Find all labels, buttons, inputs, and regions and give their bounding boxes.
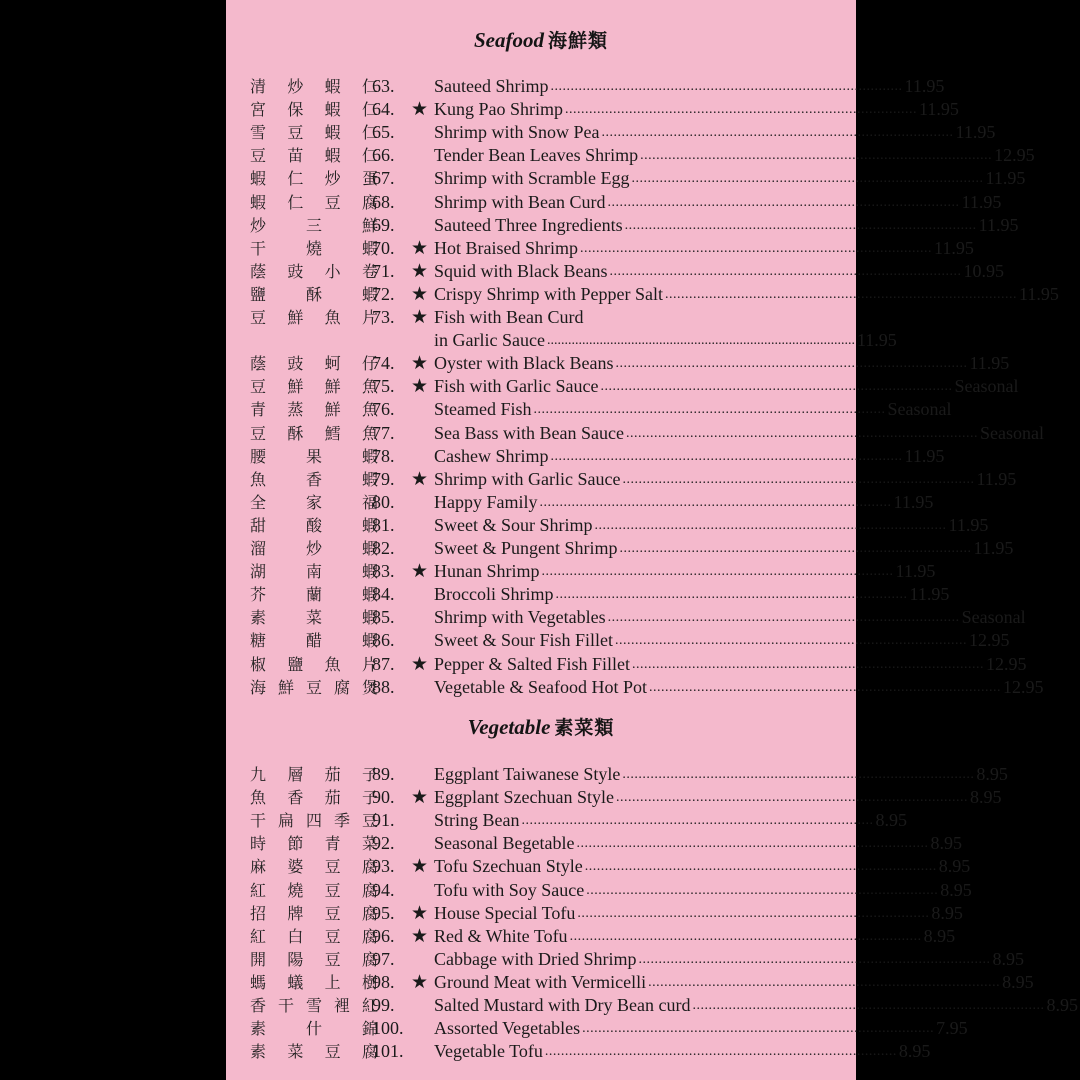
dot-leader: ........................................................................................ <box>648 974 1001 990</box>
star-icon: ★ <box>411 99 429 121</box>
menu-item <box>226 75 945 98</box>
item-name: Cashew Shrimp <box>434 445 549 466</box>
item-number: 89. <box>372 764 395 784</box>
item-price: 11.95 <box>978 214 1019 235</box>
dot-leader: ........................................................................................ <box>625 425 978 441</box>
item-price: 11.95 <box>934 237 974 258</box>
item-chinese-name: 蔭豉蚵仔 <box>250 354 378 374</box>
item-price: 11.95 <box>919 99 959 120</box>
item-price: 8.95 <box>930 833 962 854</box>
dot-leader: ........................................................................................ <box>607 194 960 210</box>
item-name-line <box>434 422 1044 445</box>
section-title-zh: 海鮮類 <box>547 30 608 52</box>
item-number: 79. <box>372 468 395 489</box>
item-price: 11.95 <box>973 538 1014 558</box>
item-name-line <box>434 1017 968 1040</box>
item-name: Crispy Shrimp with Pepper Salt <box>434 283 663 304</box>
menu-item <box>226 971 1034 994</box>
item-name: Oyster with Black Beans <box>434 353 614 374</box>
item-name: Shrimp with Bean Curd <box>434 191 606 212</box>
item-number: 82. <box>372 538 395 558</box>
item-name: Ground Meat with Vermicelli <box>434 971 647 992</box>
star-icon: ★ <box>411 971 429 993</box>
menu-item <box>226 537 1014 560</box>
item-chinese-name: 蔭豉小卷 <box>250 261 378 281</box>
item-name-line <box>434 375 1019 398</box>
star-icon: ★ <box>411 561 429 583</box>
dot-leader: ........................................................................................ <box>615 633 968 649</box>
item-name-line <box>434 237 974 260</box>
item-price: 11.95 <box>856 330 897 350</box>
item-number: 66. <box>372 145 395 166</box>
item-name-line <box>434 994 1078 1017</box>
item-chinese-name: 紅白豆腐 <box>250 926 378 946</box>
star-icon: ★ <box>411 902 429 924</box>
dot-leader: ........................................................................................ <box>609 263 962 279</box>
item-name-cont: in Garlic Sauce <box>434 330 545 350</box>
item-name: Sea Bass with Bean Sauce <box>434 422 624 443</box>
item-name-line <box>434 971 1034 994</box>
item-chinese-name: 蝦仁炒蛋 <box>250 169 378 189</box>
dot-leader: ........................................................................................ <box>692 998 1045 1013</box>
item-chinese-name: 時節青菜 <box>250 834 378 854</box>
item-name-line <box>434 629 1010 652</box>
menu-page <box>226 0 1078 1080</box>
item-name-line <box>434 121 996 144</box>
item-price: 8.95 <box>940 879 972 900</box>
item-number: 97. <box>372 948 395 969</box>
star-icon: ★ <box>411 925 429 947</box>
menu-item <box>226 491 934 514</box>
item-price: 8.95 <box>875 810 907 831</box>
item-name-line <box>434 98 959 121</box>
star-icon: ★ <box>411 653 429 675</box>
item-name-line <box>434 1040 931 1063</box>
item-name-line <box>434 445 945 468</box>
item-number: 83. <box>372 561 395 582</box>
item-name: Tofu Szechuan Style <box>434 856 583 877</box>
dot-leader: ........................................................................................ <box>569 928 922 944</box>
item-number: 98. <box>372 971 395 992</box>
item-number: 80. <box>372 491 395 512</box>
item-chinese-name: 香干雪裡紅 <box>250 996 378 1015</box>
item-price: 8.95 <box>992 948 1024 969</box>
item-number: 78. <box>372 445 395 466</box>
item-chinese-name: 干扁四季豆 <box>250 811 378 831</box>
star-icon: ★ <box>411 376 429 398</box>
menu-item <box>226 786 1002 809</box>
item-name: Sauteed Three Ingredients <box>434 214 623 235</box>
item-chinese-name: 清炒蝦仁 <box>250 77 378 96</box>
menu-item <box>226 306 897 350</box>
menu-item <box>226 676 1044 699</box>
dot-leader: ........................................................................................ <box>576 836 929 852</box>
star-icon: ★ <box>411 237 429 259</box>
item-number: 71. <box>372 260 395 281</box>
item-price: 8.95 <box>1046 995 1078 1015</box>
item-name-line <box>434 653 1027 676</box>
item-price: 8.95 <box>923 925 956 946</box>
item-price: 8.95 <box>1002 971 1034 992</box>
item-chinese-name: 芥蘭蝦 <box>250 585 378 605</box>
item-price: 11.95 <box>961 191 1002 212</box>
item-number: 72. <box>372 283 395 304</box>
menu-item <box>226 560 936 583</box>
item-name: Broccoli Shrimp <box>434 584 554 605</box>
star-icon: ★ <box>411 260 429 282</box>
menu-item <box>226 468 1017 491</box>
dot-leader: ........................................................................................ <box>586 882 939 898</box>
star-icon: ★ <box>411 283 429 305</box>
menu-item <box>226 283 1059 306</box>
item-number: 92. <box>372 833 395 854</box>
menu-item <box>226 214 1019 237</box>
item-price: 12.95 <box>1002 676 1044 697</box>
item-chinese-name: 雪豆蝦仁 <box>250 123 378 143</box>
item-chinese-name: 素菜蝦 <box>250 608 378 628</box>
item-name: Hot Braised Shrimp <box>434 237 578 258</box>
item-chinese-name: 素什錦 <box>250 1019 378 1039</box>
item-price: 11.95 <box>976 468 1017 489</box>
dot-leader: ........................................................................................ <box>550 79 903 94</box>
menu-item <box>226 1017 968 1040</box>
item-chinese-name: 溜炒蝦 <box>250 539 378 558</box>
item-chinese-name: 豆鮮鮮魚 <box>250 377 378 397</box>
star-icon: ★ <box>411 468 429 490</box>
item-name: Fish with Bean Curd <box>434 307 584 327</box>
item-name: Eggplant Taiwanese Style <box>434 764 621 784</box>
dot-leader: ........................................................................................ <box>541 564 894 580</box>
item-name-line <box>434 832 962 855</box>
item-name: Sauteed Shrimp <box>434 76 549 96</box>
item-name-line <box>434 167 1026 190</box>
menu-item <box>226 375 1019 398</box>
item-name: Happy Family <box>434 491 538 512</box>
item-number: 100. <box>372 1018 404 1039</box>
dot-leader: ........................................................................................ <box>607 610 960 626</box>
item-number: 99. <box>372 995 395 1015</box>
item-price: 8.95 <box>969 787 1002 808</box>
item-name-line <box>434 583 950 606</box>
item-name-line <box>434 260 1004 283</box>
dot-leader: ........................................................................................ <box>594 517 947 533</box>
menu-item <box>226 514 989 537</box>
item-name-line <box>434 676 1044 699</box>
item-price: 7.95 <box>936 1018 968 1039</box>
dot-leader: ........................................................................................ <box>640 148 993 164</box>
menu-item <box>226 144 1035 167</box>
item-name: Tofu with Soy Sauce <box>434 879 585 900</box>
item-number: 68. <box>372 191 395 212</box>
item-name-line <box>434 560 936 583</box>
menu-item <box>226 398 952 421</box>
dot-leader: ........................................................................................ <box>665 286 1017 302</box>
item-name: Fish with Garlic Sauce <box>434 376 599 397</box>
item-chinese-name: 九層茄子 <box>250 765 378 784</box>
item-number: 88. <box>372 676 395 697</box>
menu-item <box>226 167 1026 190</box>
item-number: 63. <box>372 76 395 96</box>
menu-item <box>226 948 1024 971</box>
item-name-line <box>434 491 934 514</box>
item-number: 75. <box>372 376 395 397</box>
star-icon: ★ <box>411 787 429 809</box>
item-name-line <box>434 214 1019 237</box>
item-price: 11.95 <box>904 445 945 466</box>
item-number: 90. <box>372 787 395 808</box>
item-chinese-name: 湖南蝦 <box>250 562 378 582</box>
dot-leader: ........................................................................................ <box>533 402 886 418</box>
item-price: 11.95 <box>904 76 945 96</box>
item-name: Steamed Fish <box>434 399 532 420</box>
item-name: Sweet & Sour Fish Fillet <box>434 630 614 651</box>
item-name-line <box>434 948 1024 971</box>
dot-leader: ........................................................................................ <box>539 494 892 510</box>
item-chinese-name: 豆鮮魚片 <box>250 308 378 327</box>
dot-leader: ........................................................................................ <box>632 656 984 672</box>
item-name-line <box>434 855 971 878</box>
item-chinese-name: 鹽酥蝦 <box>250 284 378 304</box>
menu-item <box>226 809 907 832</box>
menu-item <box>226 352 1010 375</box>
section-title-seafood <box>226 26 856 53</box>
item-name: Shrimp with Scramble Egg <box>434 168 630 189</box>
item-price: 8.95 <box>976 764 1008 784</box>
item-price: 11.95 <box>909 584 950 605</box>
item-name: Pepper & Salted Fish Fillet <box>434 653 630 674</box>
menu-item <box>226 629 1010 652</box>
item-chinese-name: 腰果蝦 <box>250 446 378 466</box>
menu-item <box>226 422 1044 445</box>
dot-leader: ........................................................................................ <box>622 471 975 487</box>
menu-item <box>226 237 974 260</box>
item-number: 67. <box>372 168 395 189</box>
item-name-line <box>434 352 1010 375</box>
item-number: 87. <box>372 653 395 674</box>
item-price: 11.95 <box>1019 283 1059 304</box>
item-price: 11.95 <box>948 514 989 535</box>
item-name-line <box>434 329 897 352</box>
item-number: 96. <box>372 925 395 946</box>
dot-leader: ........................................................................................ <box>631 171 984 187</box>
item-price: 11.95 <box>969 353 1010 374</box>
item-chinese-name: 海鮮豆腐煲 <box>250 677 378 697</box>
item-price: 12.95 <box>969 630 1010 651</box>
dot-leader: ........................................................................................ <box>624 217 977 233</box>
item-name: Vegetable Tofu <box>434 1041 543 1062</box>
item-chinese-name: 干燒蝦 <box>250 238 378 258</box>
item-name: Kung Pao Shrimp <box>434 99 564 120</box>
item-name-line <box>434 398 952 421</box>
item-chinese-name: 宮保蝦仁 <box>250 100 378 120</box>
dot-leader: ........................................................................................ <box>648 679 1001 695</box>
item-chinese-name: 糖醋蝦 <box>250 631 378 651</box>
item-number: 95. <box>372 902 395 923</box>
menu-item <box>226 763 1008 786</box>
dot-leader: ........................................................................................ <box>555 587 908 603</box>
item-name: Salted Mustard with Dry Bean curd <box>434 995 691 1015</box>
dot-leader: ........................................................................................ <box>622 767 975 782</box>
dot-leader: ........................................................................................ <box>565 102 918 118</box>
item-price: 8.95 <box>898 1041 931 1062</box>
dot-leader: ........................................................................................ <box>550 448 903 464</box>
menu-item <box>226 653 1027 676</box>
item-chinese-name: 青蒸鮮魚 <box>250 400 378 420</box>
dot-leader: ........................................................................................ <box>600 379 953 395</box>
menu-item <box>226 855 971 878</box>
dot-leader: ........................................................................................ <box>521 813 874 829</box>
item-number: 86. <box>372 630 395 651</box>
item-chinese-name: 椒鹽魚片 <box>250 654 378 674</box>
dot-leader: ........................................................................................ <box>577 905 930 921</box>
menu-item <box>226 445 945 468</box>
item-chinese-name: 開陽豆腐 <box>250 949 378 969</box>
item-price: Seasonal <box>979 422 1044 443</box>
item-name-line <box>434 191 1002 214</box>
item-chinese-name: 麻婆豆腐 <box>250 857 378 877</box>
section-title-vegetable <box>226 713 856 740</box>
menu-item <box>226 260 1004 283</box>
menu-item <box>226 1040 931 1063</box>
item-name-line <box>434 925 956 948</box>
item-chinese-name: 甜酸蝦 <box>250 515 378 535</box>
item-chinese-name: 炒三鮮 <box>250 215 378 235</box>
star-icon: ★ <box>411 353 429 375</box>
menu-item <box>226 606 1026 629</box>
star-icon: ★ <box>411 856 429 878</box>
menu-item <box>226 121 996 144</box>
menu-item <box>226 98 959 121</box>
dot-leader: ........................................................................................ <box>580 240 932 256</box>
item-name-line <box>434 514 989 537</box>
item-price: Seasonal <box>961 607 1026 628</box>
item-number: 85. <box>372 607 395 628</box>
item-number: 94. <box>372 879 395 900</box>
dot-leader: ........................................................................................ <box>584 859 937 875</box>
item-price: 11.95 <box>893 491 934 512</box>
item-name-line <box>434 306 812 329</box>
dot-leader: ........................................................................................ <box>546 333 855 348</box>
item-name-line <box>434 75 945 98</box>
item-name-line <box>434 144 1035 167</box>
dot-leader: ........................................................................................ <box>582 1021 935 1037</box>
dot-leader: ........................................................................................ <box>544 1044 897 1060</box>
item-price: 12.95 <box>986 653 1027 674</box>
item-number: 70. <box>372 237 395 258</box>
item-number: 84. <box>372 584 395 605</box>
item-price: Seasonal <box>954 376 1019 397</box>
item-name-line <box>434 468 1017 491</box>
item-price: 8.95 <box>931 902 963 923</box>
item-name-line <box>434 809 907 832</box>
item-price: 11.95 <box>955 122 996 143</box>
item-number: 74. <box>372 353 395 374</box>
item-number: 101. <box>372 1041 404 1062</box>
item-name: Hunan Shrimp <box>434 561 540 582</box>
item-name: Assorted Vegetables <box>434 1018 581 1039</box>
dot-leader: ........................................................................................ <box>615 356 968 372</box>
item-name: String Bean <box>434 810 520 831</box>
item-price: 12.95 <box>994 145 1035 166</box>
menu-item <box>226 191 1002 214</box>
menu-item <box>226 879 972 902</box>
item-chinese-name: 招牌豆腐 <box>250 903 378 923</box>
dot-leader: ........................................................................................ <box>615 790 968 806</box>
item-name: Shrimp with Garlic Sauce <box>434 468 621 489</box>
item-number: 77. <box>372 422 395 443</box>
item-number: 65. <box>372 122 395 143</box>
item-chinese-name: 豆苗蝦仁 <box>250 146 378 166</box>
item-name-line <box>434 606 1026 629</box>
item-name: House Special Tofu <box>434 902 576 923</box>
item-price: 11.95 <box>985 168 1026 189</box>
menu-item <box>226 583 950 606</box>
item-name: Sweet & Pungent Shrimp <box>434 538 618 558</box>
item-name-line <box>434 902 963 925</box>
item-number: 73. <box>372 307 395 327</box>
item-number: 64. <box>372 99 395 120</box>
section-title-en: Vegetable <box>467 715 551 739</box>
item-name-line <box>434 786 1002 809</box>
item-name: Red & White Tofu <box>434 925 568 946</box>
item-chinese-name: 螞蟻上樹 <box>250 972 378 992</box>
item-name: Squid with Black Beans <box>434 260 608 281</box>
menu-item <box>226 925 956 948</box>
item-name: Sweet & Sour Shrimp <box>434 514 593 535</box>
section-title-zh: 素菜類 <box>554 717 615 739</box>
item-chinese-name: 素菜豆腐 <box>250 1042 378 1062</box>
dot-leader: ........................................................................................ <box>601 125 954 141</box>
menu-item <box>226 994 1078 1017</box>
item-number: 91. <box>372 810 395 831</box>
item-name-line <box>434 879 972 902</box>
item-number: 93. <box>372 856 395 877</box>
item-price: Seasonal <box>887 399 952 420</box>
item-name: Eggplant Szechuan Style <box>434 787 614 808</box>
item-number: 81. <box>372 514 395 535</box>
dot-leader: ........................................................................................ <box>638 951 991 967</box>
item-price: 10.95 <box>963 260 1004 281</box>
item-name: Tender Bean Leaves Shrimp <box>434 145 639 166</box>
item-name-line <box>434 537 1014 560</box>
item-chinese-name: 魚香茄子 <box>250 788 378 808</box>
item-number: 76. <box>372 399 395 420</box>
item-name: Seasonal Begetable <box>434 833 575 854</box>
item-name-line <box>434 283 1059 306</box>
item-price: 8.95 <box>938 856 971 877</box>
section-title-en: Seafood <box>473 28 544 52</box>
dot-leader: ........................................................................................ <box>619 541 972 556</box>
item-chinese-name: 魚香蝦 <box>250 469 378 489</box>
item-chinese-name: 豆酥鱈魚 <box>250 423 378 443</box>
item-name-line <box>434 763 1008 786</box>
item-name: Cabbage with Dried Shrimp <box>434 948 637 969</box>
item-name: Vegetable & Seafood Hot Pot <box>434 676 647 697</box>
menu-item <box>226 902 963 925</box>
item-chinese-name: 全家福 <box>250 492 378 512</box>
item-chinese-name: 紅燒豆腐 <box>250 880 378 900</box>
item-name: Shrimp with Snow Pea <box>434 122 600 143</box>
item-name: Shrimp with Vegetables <box>434 607 606 628</box>
item-price: 11.95 <box>895 561 936 582</box>
item-number: 69. <box>372 214 395 235</box>
star-icon: ★ <box>411 307 429 328</box>
item-chinese-name: 蝦仁豆腐 <box>250 192 378 212</box>
menu-item <box>226 832 962 855</box>
